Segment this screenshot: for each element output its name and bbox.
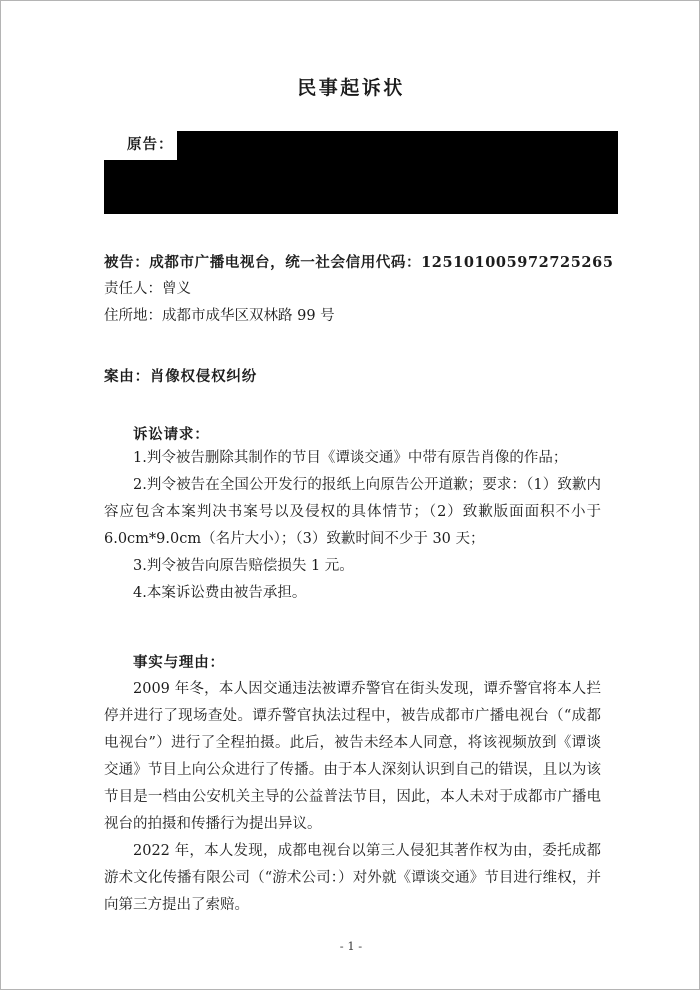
defendant-line-name: 被告：成都市广播电视台，统一社会信用代码：125101005972725265: [104, 254, 614, 271]
claims-section: [104, 445, 601, 607]
claims-heading: [104, 421, 601, 448]
facts-paragraph: 2022 年，本人发现，成都电视台以第三人侵犯其著作权为由，委托成都游术文化传播有限公司（“游术公司：）对外就《谭谈交通》节目进行维权，并向第三方提出了索赔。: [104, 843, 601, 913]
plaintiff-section: [104, 131, 618, 215]
redaction-block-top: [177, 131, 618, 161]
redaction-block-bottom: [104, 160, 618, 214]
claim-item: 3.判令被告向原告赔偿损失 1 元。: [133, 558, 354, 574]
facts-section: [104, 676, 601, 919]
facts-paragraph: 2009 年冬，本人因交通违法被谭乔警官在街头发现，谭乔警官将本人拦停并进行了现场查处。谭乔警官执法过程中，被告成都市广播电视台（“成都电视台”）进行了全程拍摄。此后，被告未经本人同意，将该视频放到《谭谈交通》节目上向公众进行了传播。由于本人深刻认识到自己的错误，且以为该节目是一档由公安机关主导的公益普法节目，因此，本人未对于成都市广播电视台的拍摄和传播行为提出异议。: [104, 681, 601, 832]
claims-heading-label: 诉讼请求：: [133, 426, 210, 443]
facts-heading-label: 事实与理由：: [133, 654, 225, 671]
page-title: 民事起诉状: [297, 77, 405, 99]
plaintiff-label: 原告：: [127, 136, 174, 153]
claim-item: 1.判令被告删除其制作的节目《谭谈交通》中带有原告肖像的作品；: [133, 450, 568, 466]
claim-item: 2.判令被告在全国公开发行的报纸上向原告公开道歉；要求：（1）致歉内容应包含本案判决书案号以及侵权的具体情节；（2）致歉版面面积不小于 6.0cm*9.0cm（名片大小）；（3）致歉时间不少于 30 天；: [104, 477, 601, 547]
defendant-section: [104, 249, 614, 330]
page-number: - 1 -: [339, 939, 363, 953]
case-cause-section: [104, 363, 601, 390]
facts-heading: [104, 649, 601, 676]
defendant-line-responsible-person: 责任人：曾义: [104, 281, 191, 297]
defendant-line-address: 住所地：成都市成华区双林路 99 号: [104, 308, 335, 324]
case-cause-text: 案由：肖像权侵权纠纷: [104, 368, 257, 385]
claim-item: 4.本案诉讼费由被告承担。: [133, 585, 307, 601]
